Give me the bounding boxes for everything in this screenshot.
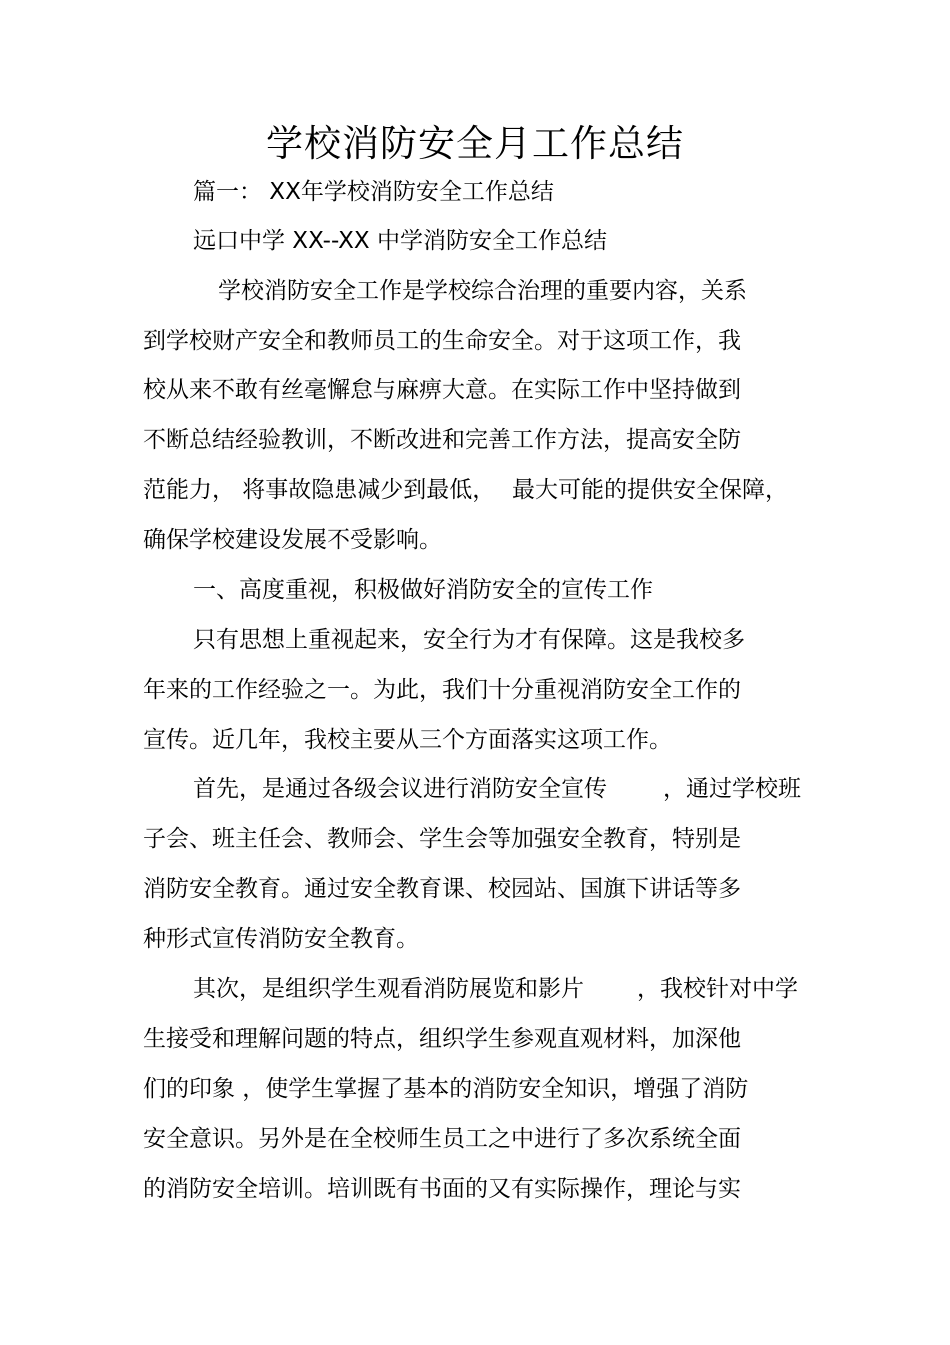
text-line: 远口中学 XX--XX 中学消防安全工作总结: [193, 228, 607, 254]
text-line: 其次，是组织学生观看消防展览和影片: [193, 976, 584, 1002]
text-line: 消防安全教育。通过安全教育课、校园站、国旗下讲话等多: [143, 876, 741, 902]
text-line: ，通过学校班: [663, 776, 801, 802]
text-line: 学校消防安全工作是学校综合治理的重要内容，关系: [218, 278, 747, 304]
text-line: 年来的工作经验之一。为此，我们十分重视消防安全工作的: [143, 677, 741, 703]
text-line: 宣传。近几年，我校主要从三个方面落实这项工作。: [143, 727, 672, 753]
text-line: 最大可能的提供安全保障，: [512, 477, 788, 503]
text-line: 到学校财产安全和教师员工的生命安全。对于这项工作，我: [143, 328, 741, 354]
section-heading: 一、高度重视，积极做好消防安全的宣传工作: [193, 577, 653, 603]
text-line: 确保学校建设发展不受影响。: [143, 527, 442, 553]
text-line: 们的印象 ，使学生掌握了基本的消防安全知识，增强了消防: [143, 1076, 749, 1102]
document-title: 学校消防安全月工作总结: [266, 122, 684, 165]
text-line: 子会、班主任会、教师会、学生会等加强安全教育，特别是: [143, 826, 741, 852]
text-line: 校从来不敢有丝毫懈怠与麻痹大意。在实际工作中坚持做到: [143, 377, 741, 403]
text-line: 的消防安全培训。培训既有书面的又有实际操作，理论与实: [143, 1176, 741, 1202]
text-line: 安全意识。另外是在全校师生员工之中进行了多次系统全面: [143, 1126, 741, 1152]
text-line: 篇一： XX年学校消防安全工作总结: [193, 179, 554, 205]
text-line: 只有思想上重视起来，安全行为才有保障。这是我校多: [193, 627, 745, 653]
text-line: ，我校针对中学: [637, 976, 798, 1002]
text-line: 生接受和理解问题的特点，组织学生参观直观材料，加深他: [143, 1026, 741, 1052]
text-line: 首先，是通过各级会议进行消防安全宣传: [193, 776, 607, 802]
text-line: 不断总结经验教训，不断改进和完善工作方法，提高安全防: [143, 427, 741, 453]
text-line: 范能力， 将事故隐患减少到最低，: [143, 477, 496, 503]
text-line: 种形式宣传消防安全教育。: [143, 926, 419, 952]
